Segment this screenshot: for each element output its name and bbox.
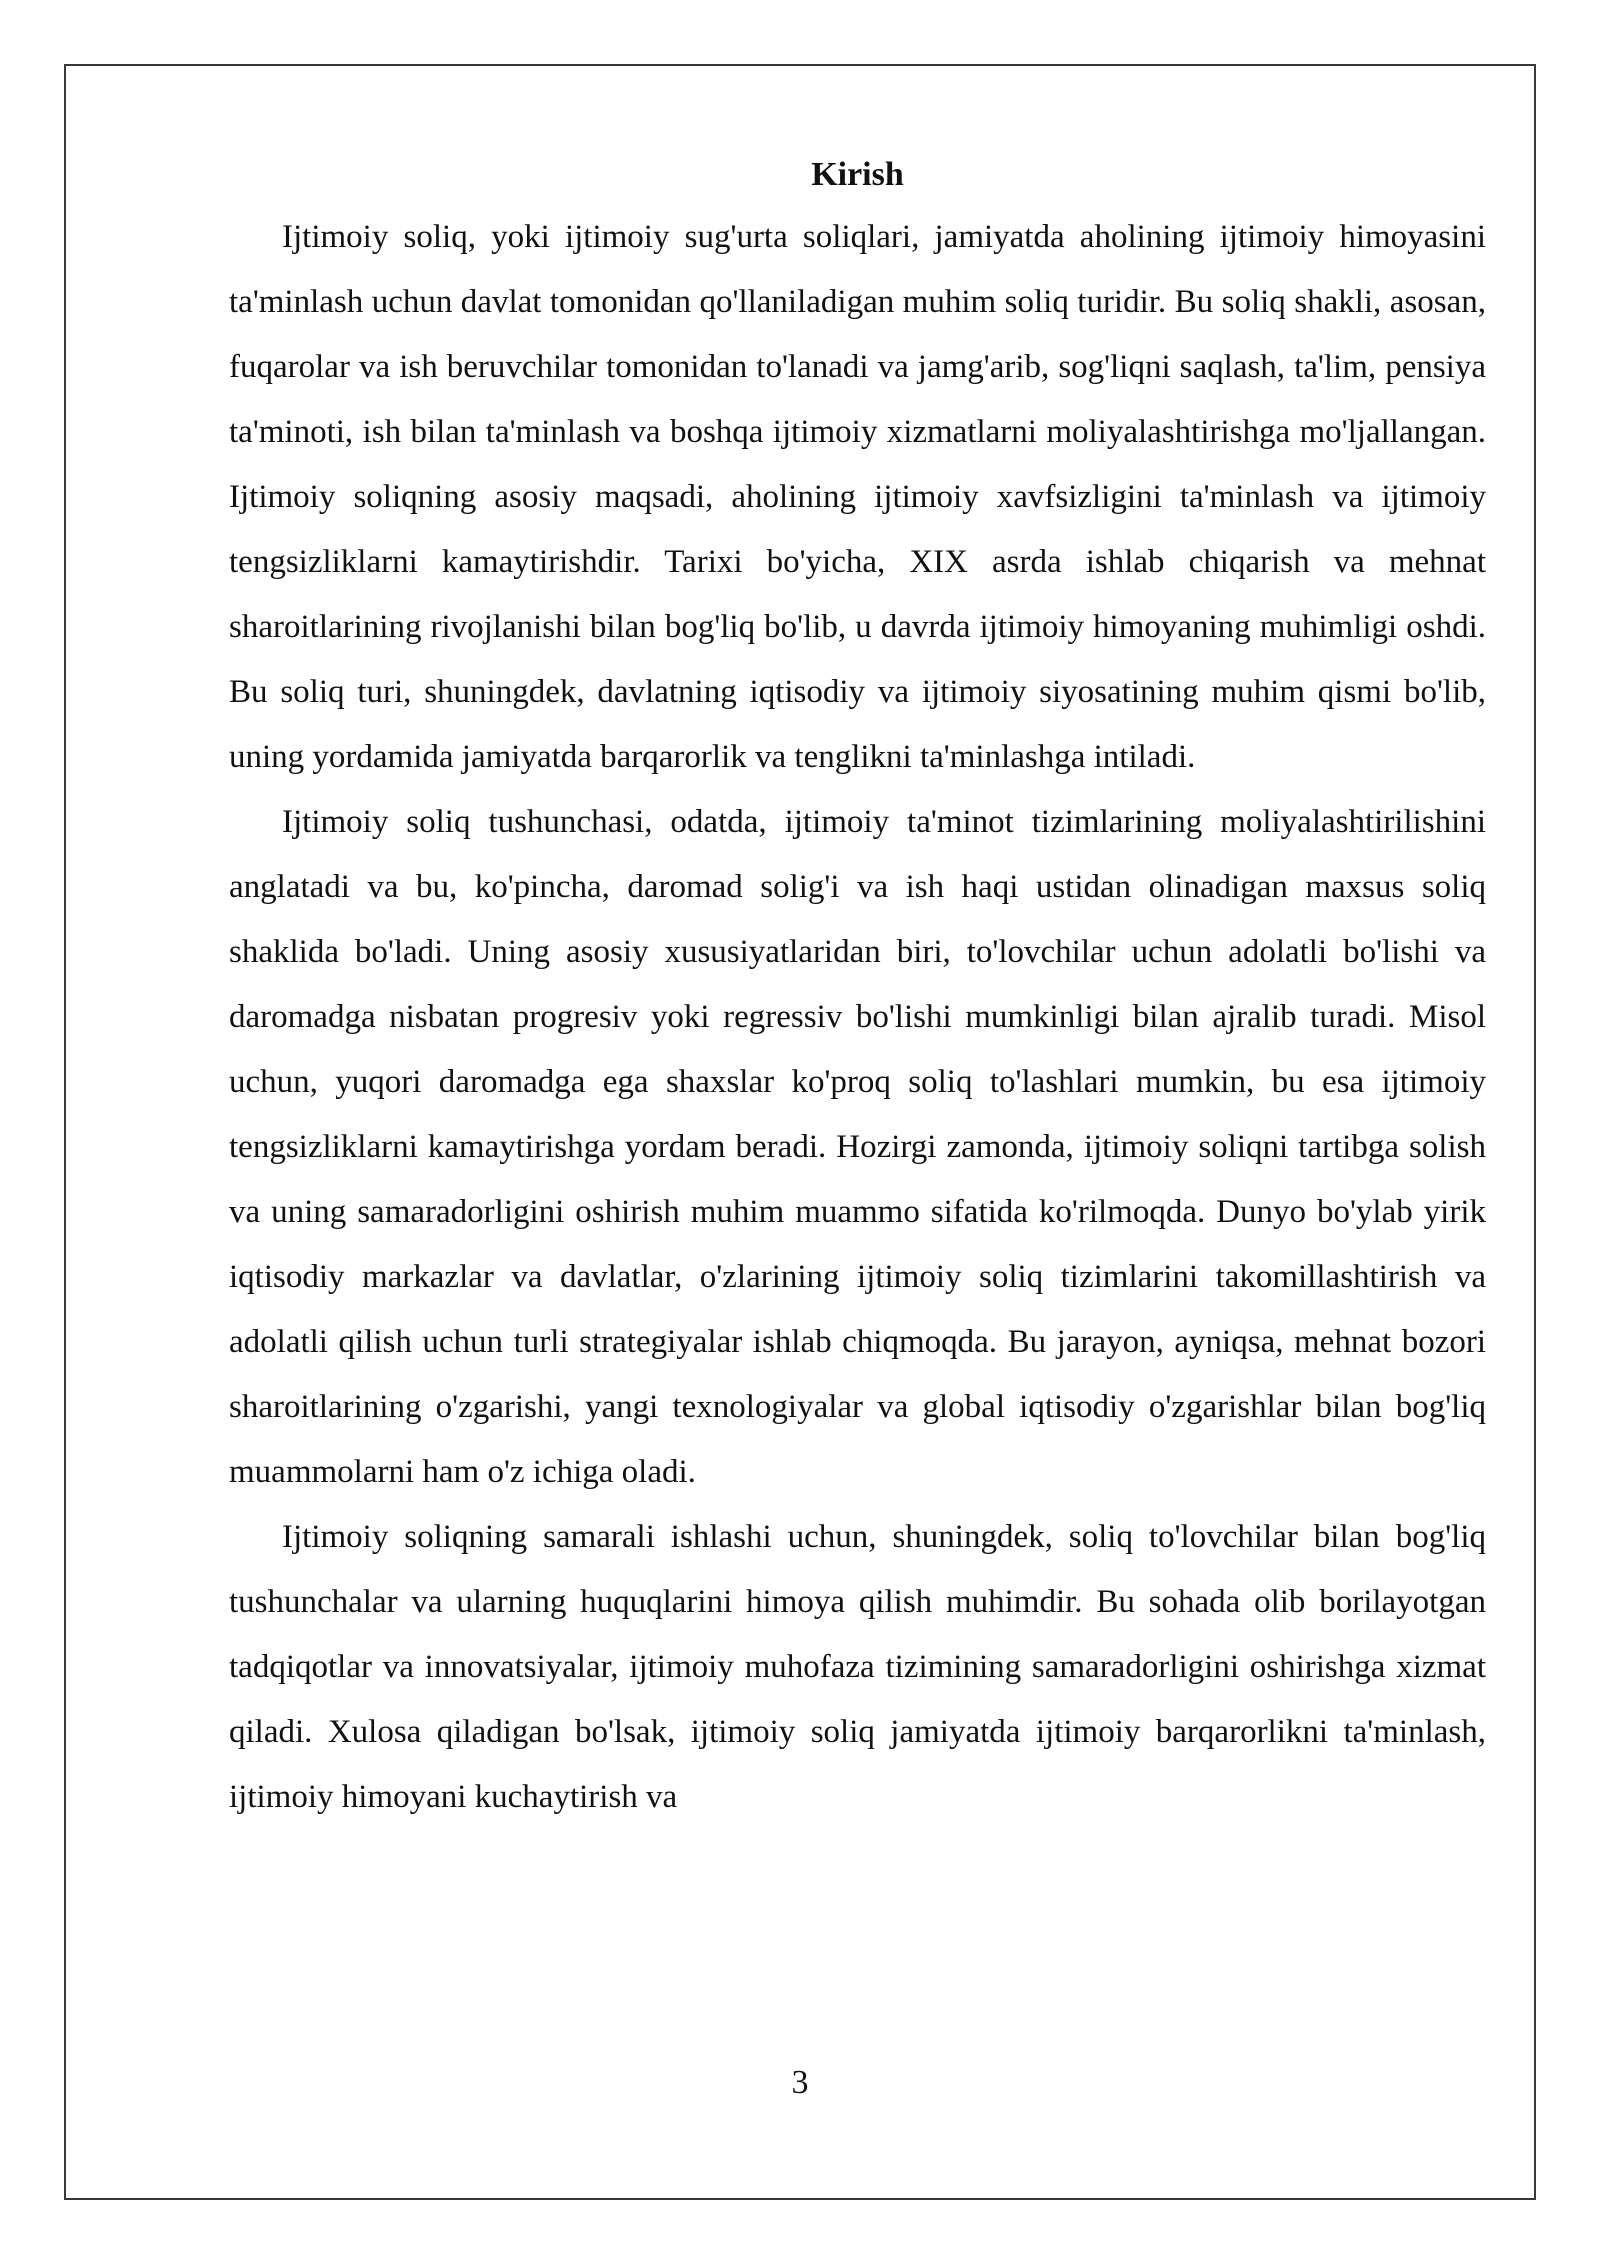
page-number: 3 xyxy=(791,2064,809,2101)
paragraph-1: Ijtimoiy soliq, yoki ijtimoiy sug'urta soliqlari, jamiyatda aholining ijtimoiy himoyasini ta'minlash uchun davlat tomonidan qo'llaniladigan muhim soliq turidir. Bu soliq shakli, asosan, fuqarolar va ish beruvchilar tomonidan to'lanadi va jamg'arib, sog'liqni saqlash, ta'lim, pensiya ta'minoti, ish bilan ta'minlash va boshqa ijtimoiy xizmatlarni moliyalashtirishga mo'ljallangan. Ijtimoiy soliqning asosiy maqsadi, aholining ijtimoiy xavfsizligini ta'minlash va ijtimoiy tengsizliklarni kamaytirishdir. Tarixi bo'yicha, XIX asrda ishlab chiqarish va mehnat sharoitlarining rivojlanishi bilan bog'liq bo'lib, u davrda ijtimoiy himoyaning muhimligi oshdi. Bu soliq turi, shuningdek, davlatning iqtisodiy va ijtimoiy siyosatining muhim qismi bo'lib, uning yordamida jamiyatda barqarorlik va tenglikni ta'minlashga intiladi. xyxy=(229,219,1486,775)
paragraph-3: Ijtimoiy soliqning samarali ishlashi uchun, shuningdek, soliq to'lovchilar bilan bog'liq tushunchalar va ularning huquqlarini himoya qilish muhimdir. Bu sohada olib borilayotgan tadqiqotlar va innovatsiyalar, ijtimoiy muhofaza tizimining samaradorligini oshirishga xizmat qiladi. Xulosa qiladigan bo'lsak, ijtimoiy soliq jamiyatda ijtimoiy barqarorlikni ta'minlash, ijtimoiy himoyani kuchaytirish va xyxy=(229,1519,1486,1815)
document-body xyxy=(229,145,1486,1830)
section-heading: Kirish xyxy=(811,156,904,193)
paragraph-2: Ijtimoiy soliq tushunchasi, odatda, ijtimoiy ta'minot tizimlarining moliyalashtirilishini anglatadi va bu, ko'pincha, daromad solig'i va ish haqi ustidan olinadigan maxsus soliq shaklida bo'ladi. Uning asosiy xususiyatlaridan biri, to'lovchilar uchun adolatli bo'lishi va daromadga nisbatan progresiv yoki regressiv bo'lishi mumkinligi bilan ajralib turadi. Misol uchun, yuqori daromadga ega shaxslar ko'proq soliq to'lashlari mumkin, bu esa ijtimoiy tengsizliklarni kamaytirishga yordam beradi. Hozirgi zamonda, ijtimoiy soliqni tartibga solish va uning samaradorligini oshirish muhim muammo sifatida ko'rilmoqda. Dunyo bo'ylab yirik iqtisodiy markazlar va davlatlar, o'zlarining ijtimoiy soliq tizimlarini takomillashtirish va adolatli qilish uchun turli strategiyalar ishlab chiqmoqda. Bu jarayon, ayniqsa, mehnat bozori sharoitlarining o'zgarishi, yangi texnologiyalar va global iqtisodiy o'zgarishlar bilan bog'liq muammolarni ham o'z ichiga oladi. xyxy=(229,804,1486,1490)
